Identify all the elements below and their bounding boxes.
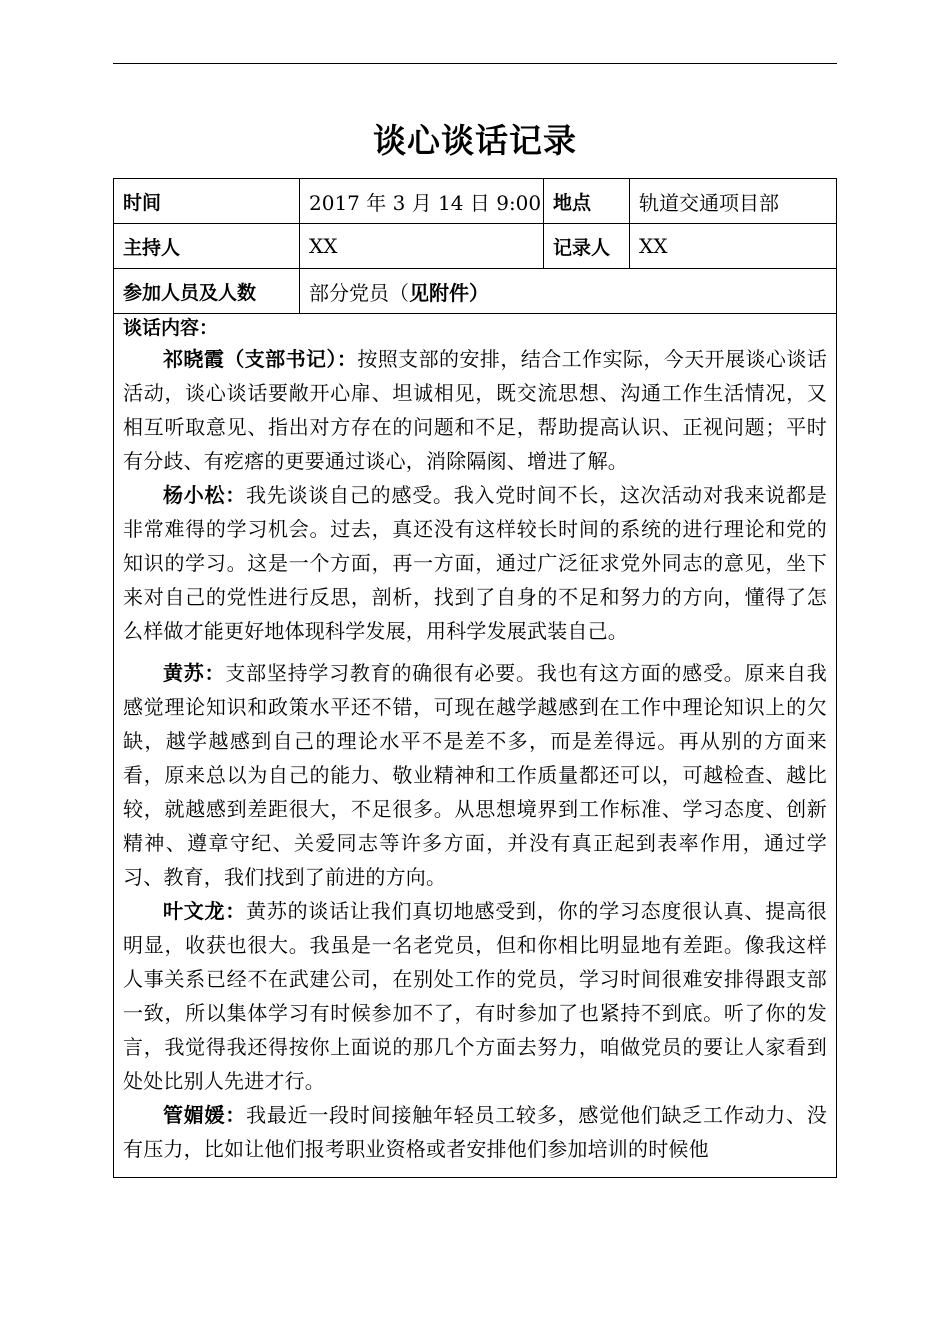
paragraph-gap	[123, 648, 827, 656]
speaker-name: 黄苏：	[163, 661, 226, 685]
participants-value	[300, 269, 836, 313]
speaker-name: 杨小松：	[163, 483, 247, 507]
speech-paragraph	[123, 1098, 827, 1166]
recorder-label: 记录人	[544, 224, 630, 268]
speaker-name: 管媚媛：	[163, 1103, 247, 1127]
speaker-name: 叶文龙：	[163, 899, 247, 923]
page-title: 谈心谈话记录	[373, 121, 577, 160]
row-time-place	[114, 179, 836, 224]
speech-text: 我先谈谈自己的感受。我入党时间不长，这次活动对我来说都是非常难得的学习机会。过去，真还没有这样较长时间的系统的进行理论和党的知识的学习。这是一个方面，再一方面，通过广泛征求党外同志的意见，坐下来对自己的党性进行反思，剖析，找到了自身的不足和努力的方向，懂得了怎么样做才能更好地体现科学发展，用科学发展武装自己。	[123, 483, 827, 643]
record-form	[113, 178, 837, 1178]
participants-label: 参加人员及人数	[114, 269, 300, 313]
participants-text: 部分党员（	[309, 280, 409, 305]
row-participants	[114, 269, 836, 314]
speech-paragraph	[123, 894, 827, 1098]
header-rule	[113, 63, 837, 64]
host-label: 主持人	[114, 224, 300, 268]
speech-paragraph	[123, 342, 827, 478]
place-label: 地点	[544, 179, 630, 223]
host-value: XX	[300, 224, 544, 268]
content-area	[114, 314, 836, 1166]
speech-paragraph	[123, 656, 827, 894]
row-host-recorder	[114, 224, 836, 269]
speaker-name: 祁晓霞（支部书记）：	[163, 347, 358, 371]
recorder-value: XX	[639, 234, 668, 258]
content-label: 谈话内容：	[123, 317, 219, 339]
time-label: 时间	[114, 179, 300, 223]
time-value: 2017 年 3 月 14 日 9:00	[300, 179, 544, 223]
speech-text: 按照支部的安排，结合工作实际，今天开展谈心谈话活动，谈心谈话要敞开心扉、坦诚相见，既交流思想、沟通工作生活情况，又相互听取意见、指出对方存在的问题和不足，帮助提高认识、正视问题；平时有分歧、有疙瘩的更要通过谈心，消除隔阂、增进了解。	[123, 347, 827, 473]
speech-text: 黄苏的谈话让我们真切地感受到，你的学习态度很认真、提高很明显，收获也很大。我虽是一名老党员，但和你相比明显地有差距。像我这样人事关系已经不在武建公司，在别处工作的党员，学习时间很难安排得跟支部一致，所以集体学习有时候参加不了，有时参加了也紧持不到底。听了你的发言，我觉得我还得按你上面说的那几个方面去努力，咱做党员的要让人家看到处处比别人先进才行。	[123, 899, 827, 1093]
place-value: 轨道交通项目部	[639, 190, 779, 215]
speech-text: 我最近一段时间接触年轻员工较多，感觉他们缺乏工作动力、没有压力，比如让他们报考职业资格或者安排他们参加培训的时候他	[123, 1103, 827, 1161]
speech-paragraph	[123, 478, 827, 648]
speech-text: 支部坚持学习教育的确很有必要。我也有这方面的感受。原来自我感觉理论知识和政策水平还不错，可现在越学越感到在工作中理论知识上的欠缺，越学越感到自己的理论水平不是差不多，而是差得远。再从别的方面来看，原来总以为自己的能力、敬业精神和工作质量都还可以，可越检查、越比较，就越感到差距很大，不足很多。从思想境界到工作标准、学习态度、创新精神、遵章守纪、关爱同志等许多方面，并没有真正起到表率作用，通过学习、教育，我们找到了前进的方向。	[123, 661, 827, 889]
participants-attachment: 见附件）	[409, 280, 489, 305]
